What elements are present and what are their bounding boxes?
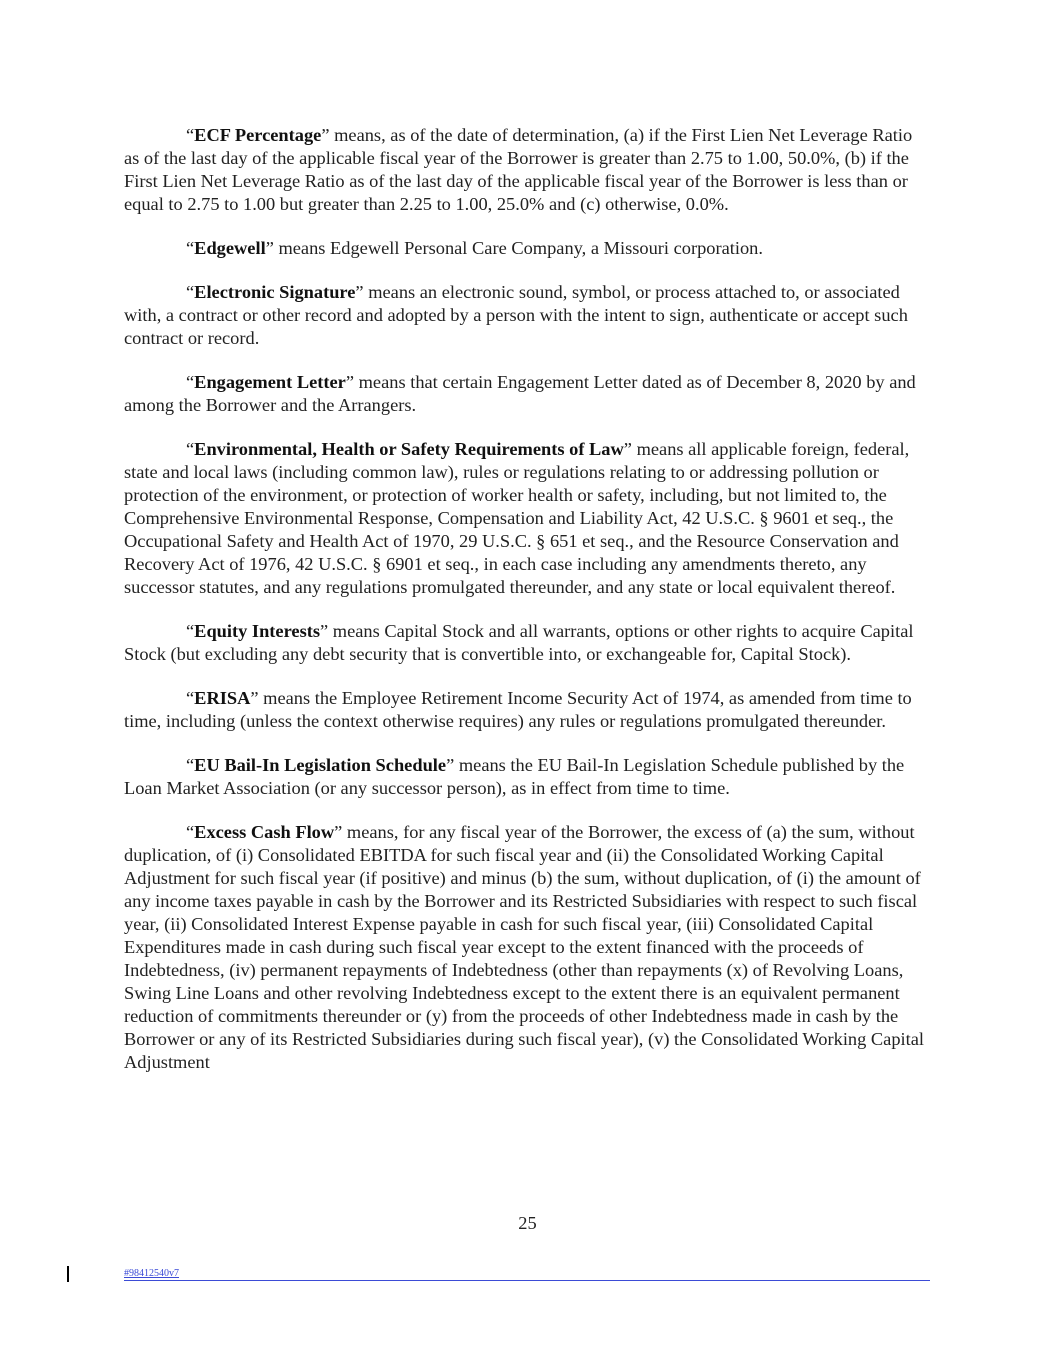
open-quote: “ xyxy=(186,282,195,302)
footer-rule xyxy=(124,1280,930,1281)
definition-text: means, for any fiscal year of the Borrower, the excess of (a) the sum, without duplication, of (i) Consolidated EBITDA for such fiscal year and (ii) the Consolidated Working Capital Adjustment for such fiscal year (if positive) and minus (b) the sum, without duplication, of (i) the amount of any income taxes payable in cash by the Borrower and its Restricted Subsidiaries with respect to such fiscal year, (ii) Consolidated Interest Expense payable in cash for such fiscal year, (iii) Consolidated Capital Expenditures made in cash during such fiscal year except to the extent financed with the proceeds of Indebtedness, (iv) permanent repayments of Indebtedness (other than repayments (x) of Revolving Loans, Swing Line Loans and other revolving Indebtedness except to the extent there is an equivalent permanent reduction of commitments thereunder or (y) from the proceeds of other Indebtedness made in cash by the Borrower or any of its Restricted Subsidiaries during such fiscal year), (v) the Consolidated Working Capital Adjustment xyxy=(124,822,925,1072)
close-quote: ” xyxy=(265,238,274,258)
definition-eu-bail-in-schedule xyxy=(124,754,930,800)
open-quote: “ xyxy=(186,439,195,459)
open-quote: “ xyxy=(186,125,195,145)
definition-text: means that certain Engagement Letter dated as of December 8, 2020 by and among the Borrower and the Arrangers. xyxy=(124,372,916,415)
defined-term: Edgewell xyxy=(194,238,266,258)
close-quote: ” xyxy=(355,282,364,302)
definition-engagement-letter xyxy=(124,371,930,417)
definition-text: means the Employee Retirement Income Security Act of 1974, as amended from time to time, including (unless the context otherwise requires) any rules or regulations promulgated thereunder. xyxy=(124,688,912,731)
close-quote: ” xyxy=(321,125,330,145)
close-quote: ” xyxy=(320,621,329,641)
revision-change-bar xyxy=(67,1266,69,1282)
document-id-footer: #98412540v7 xyxy=(124,1268,179,1279)
page-number: 25 xyxy=(518,1213,537,1233)
close-quote: ” xyxy=(446,755,455,775)
close-quote: ” xyxy=(250,688,259,708)
defined-term: ECF Percentage xyxy=(194,125,322,145)
definition-ecf-percentage xyxy=(124,124,930,216)
defined-term: Equity Interests xyxy=(194,621,321,641)
definition-equity-interests xyxy=(124,620,930,666)
definition-excess-cash-flow xyxy=(124,821,930,1074)
definition-text: means an electronic sound, symbol, or process attached to, or associated with, a contract or other record and adopted by a person with the intent to sign, authenticate or accept such contract or record. xyxy=(124,282,908,348)
page-body xyxy=(124,124,930,1095)
defined-term: EU Bail-In Legislation Schedule xyxy=(194,755,447,775)
close-quote: ” xyxy=(334,822,343,842)
defined-term: Electronic Signature xyxy=(194,282,356,302)
defined-term: ERISA xyxy=(194,688,251,708)
defined-term: Environmental, Health or Safety Requirements of Law xyxy=(194,439,624,459)
defined-term: Engagement Letter xyxy=(194,372,346,392)
open-quote: “ xyxy=(186,372,195,392)
definition-text: means, as of the date of determination, (a) if the First Lien Net Leverage Ratio as of the last day of the applicable fiscal year of the Borrower is greater than 2.75 to 1.00, 50.0%, (b) if the First Lien Net Leverage Ratio as of the last day of the applicable fiscal year of the Borrower is less than or equal to 2.75 to 1.00 but greater than 2.25 to 1.00, 25.0% and (c) otherwise, 0.0%. xyxy=(124,125,913,214)
definition-text: means Capital Stock and all warrants, options or other rights to acquire Capital Stock (but excluding any debt security that is convertible into, or exchangeable for, Capital Stock). xyxy=(124,621,914,664)
close-quote: ” xyxy=(345,372,355,392)
close-quote: ” xyxy=(623,439,632,459)
open-quote: “ xyxy=(186,688,195,708)
open-quote: “ xyxy=(186,621,195,641)
definition-edgewell xyxy=(124,237,930,260)
open-quote: “ xyxy=(186,238,195,258)
definition-electronic-signature xyxy=(124,281,930,350)
open-quote: “ xyxy=(186,822,195,842)
definition-environmental-requirements xyxy=(124,438,930,599)
definition-text: means Edgewell Personal Care Company, a Missouri corporation. xyxy=(273,238,763,258)
open-quote: “ xyxy=(186,755,195,775)
definition-erisa xyxy=(124,687,930,733)
definition-text: means the EU Bail-In Legislation Schedule published by the Loan Market Association (or any successor person), as in effect from time to time. xyxy=(124,755,905,798)
defined-term: Excess Cash Flow xyxy=(194,822,335,842)
definition-text: means all applicable foreign, federal, state and local laws (including common law), rules or regulations relating to or addressing pollution or protection of the environment, or protection of worker health or safety, including, but not limited to, the Comprehensive Environmental Response, Compensation and Liability Act, 42 U.S.C. § 9601 et seq., the Occupational Safety and Health Act of 1970, 29 U.S.C. § 651 et seq., and the Resource Conservation and Recovery Act of 1976, 42 U.S.C. § 6901 et seq., in each case including any amendments thereto, any successor statutes, and any regulations promulgated thereunder, and any state or local equivalent thereof. xyxy=(124,439,910,597)
